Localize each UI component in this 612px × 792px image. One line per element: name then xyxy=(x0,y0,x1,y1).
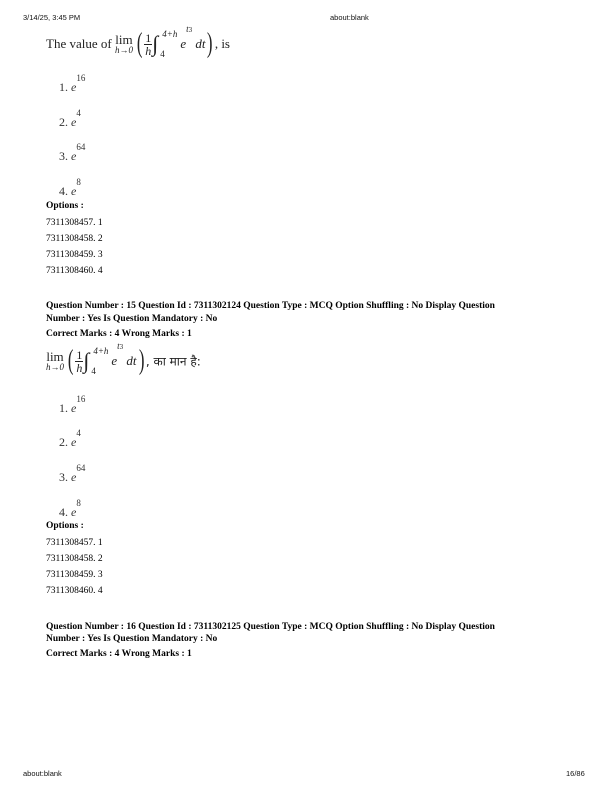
q15-option-id-1: 7311308457. 1 xyxy=(46,538,103,548)
q16-meta-line1: Question Number : 16 Question Id : 7311302125 Question Type : MCQ Option Shuffling : No Display Question xyxy=(46,622,495,632)
page-number: 16/86 xyxy=(566,769,585,778)
q15-options-label: Options : xyxy=(46,521,84,531)
footer-url: about:blank xyxy=(23,769,62,778)
q15-option-id-2: 7311308458. 2 xyxy=(46,554,103,564)
q15-limit: lim h→0 xyxy=(46,349,64,372)
q16-meta-line2: Number : Yes Is Question Mandatory : No xyxy=(46,634,218,644)
q16-marks: Correct Marks : 4 Wrong Marks : 1 xyxy=(46,649,192,659)
q15-option-id-4: 7311308460. 4 xyxy=(46,586,103,596)
q15-choice-1: 1. $e^{16}$ xyxy=(59,394,86,415)
q14-suffix: , is xyxy=(214,36,230,51)
q14-option-id-4: 7311308460. 4 xyxy=(46,266,103,276)
q14-choice-4: 4. $e^8$ xyxy=(59,177,81,198)
q14-choice-3: 3. $e^{64}$ xyxy=(59,142,86,163)
q14-option-id-2: 7311308458. 2 xyxy=(46,234,103,244)
q15-choice-2: 2. $e^4$ xyxy=(59,428,81,449)
q15-choice-4: 4. $e^8$ xyxy=(59,498,81,519)
q14-option-id-3: 7311308459. 3 xyxy=(46,250,103,260)
q14-limit: lim h→0 xyxy=(114,32,133,55)
q15-question-text: lim h→0 ( $\frac{1}{h}$ ∫ 4+h 4 $e^{t3}$ dt) , का मान है: xyxy=(46,341,201,376)
q14-choice-1: 1. $e^{16}$ xyxy=(59,73,86,94)
q15-choice-3: 3. $e^{64}$ xyxy=(59,463,86,484)
q15-suffix: , का मान है: xyxy=(145,354,201,369)
q14-prefix: The value of xyxy=(46,36,112,51)
print-datetime: 3/14/25, 3:45 PM xyxy=(23,13,81,22)
q15-option-id-3: 7311308459. 3 xyxy=(46,570,103,580)
q14-question-text: The value of lim h→0 ( $\frac{1}{h}$ ∫ 4+h 4 $e^{t3}$ dt) , is xyxy=(46,24,230,59)
q14-integral: ∫ 4+h 4 xyxy=(152,29,178,59)
q14-option-id-1: 7311308457. 1 xyxy=(46,218,103,228)
q15-fraction: $\frac{1}{h}$ xyxy=(76,347,83,375)
q14-choice-2: 2. $e^4$ xyxy=(59,108,81,129)
q14-fraction: $\frac{1}{h}$ xyxy=(145,30,152,58)
q15-marks: Correct Marks : 4 Wrong Marks : 1 xyxy=(46,329,192,339)
q15-meta-line2: Number : Yes Is Question Mandatory : No xyxy=(46,314,218,324)
q15-meta-line1: Question Number : 15 Question Id : 7311302124 Question Type : MCQ Option Shuffling : No Display Question xyxy=(46,301,495,311)
print-url: about:blank xyxy=(330,13,369,22)
q15-integral: ∫ 4+h 4 xyxy=(83,346,109,376)
q14-options-label: Options : xyxy=(46,201,84,211)
